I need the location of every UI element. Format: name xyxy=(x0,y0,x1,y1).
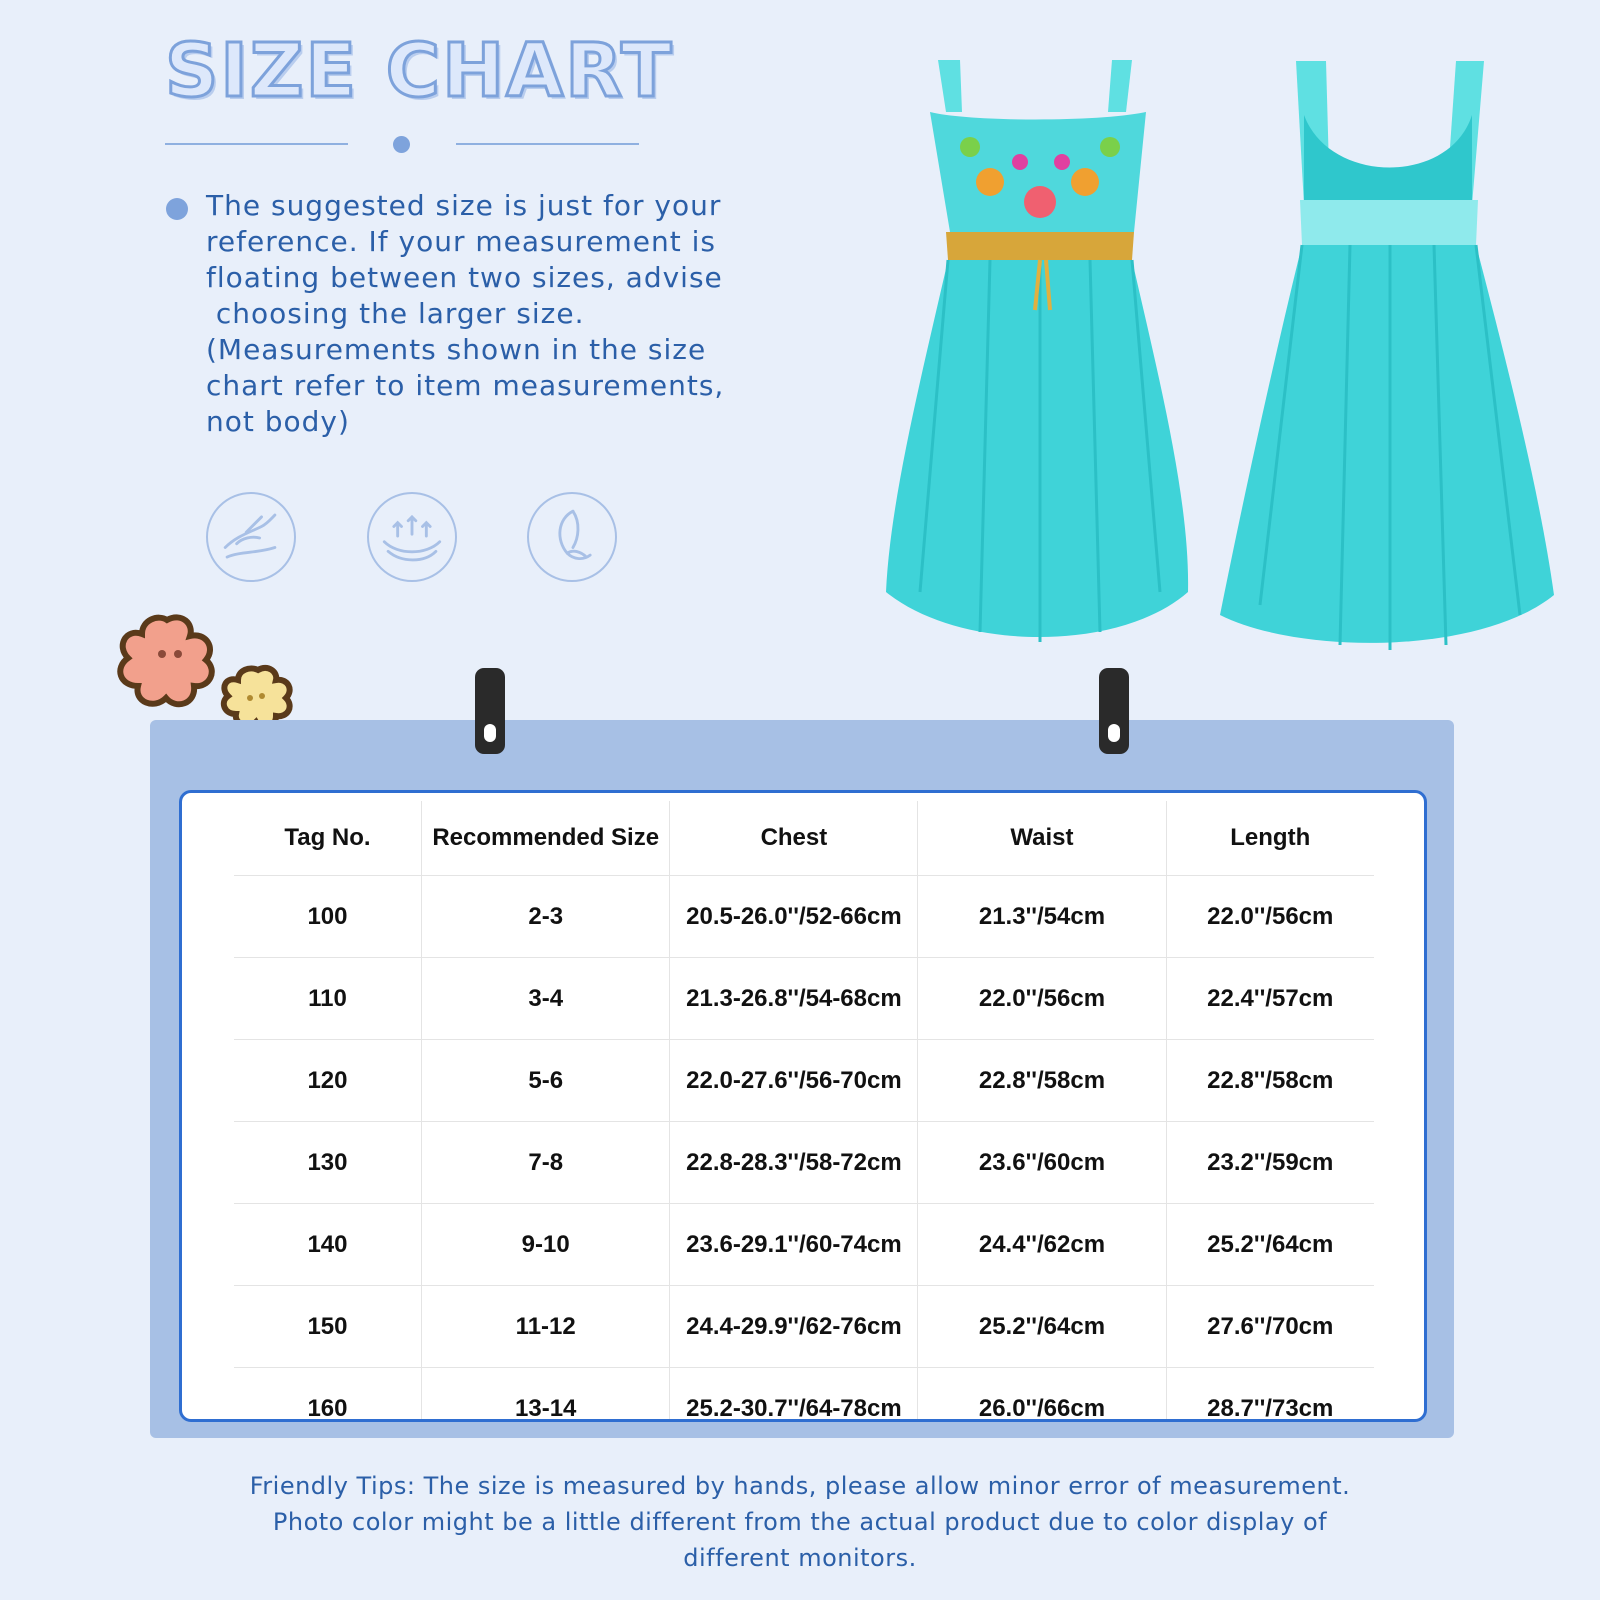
size-note-line: The suggested size is just for your xyxy=(206,189,722,222)
cell-recommended-size: 5-6 xyxy=(421,1040,669,1122)
page-title: SIZE CHART xyxy=(165,28,674,114)
size-note-line: reference. If your measurement is xyxy=(206,225,716,258)
table-row xyxy=(234,1040,1374,1122)
size-note-line: not body) xyxy=(206,405,350,438)
size-note-line: choosing the larger size. xyxy=(206,297,585,330)
cell-length: 22.4''/57cm xyxy=(1166,958,1374,1040)
tips-line: Friendly Tips: The size is measured by hands, please allow minor error of measurement. xyxy=(249,1472,1351,1500)
cell-chest: 22.8-28.3''/58-72cm xyxy=(670,1122,918,1204)
title-divider-left xyxy=(165,143,348,145)
cell-length: 27.6''/70cm xyxy=(1166,1286,1374,1368)
cell-recommended-size: 9-10 xyxy=(421,1204,669,1286)
cell-tag-no: 110 xyxy=(234,958,421,1040)
panel-clip-right xyxy=(1099,668,1129,754)
cell-chest: 24.4-29.9''/62-76cm xyxy=(670,1286,918,1368)
cell-tag-no: 150 xyxy=(234,1286,421,1368)
dress-back-image xyxy=(1220,55,1556,665)
table-row xyxy=(234,1286,1374,1368)
friendly-tips xyxy=(120,1468,1480,1576)
size-note-line: (Measurements shown in the size xyxy=(206,333,707,366)
size-note-line: chart refer to item measurements, xyxy=(206,369,725,402)
table-row xyxy=(234,958,1374,1040)
cell-recommended-size: 11-12 xyxy=(421,1286,669,1368)
cell-recommended-size: 7-8 xyxy=(421,1122,669,1204)
size-table xyxy=(234,801,1374,1422)
cell-recommended-size: 13-14 xyxy=(421,1368,669,1423)
cell-chest: 20.5-26.0''/52-66cm xyxy=(670,876,918,958)
header-chest: Chest xyxy=(670,801,918,876)
cell-waist: 26.0''/66cm xyxy=(918,1368,1166,1423)
cell-tag-no: 100 xyxy=(234,876,421,958)
cell-tag-no: 120 xyxy=(234,1040,421,1122)
cell-recommended-size: 2-3 xyxy=(421,876,669,958)
cell-chest: 23.6-29.1''/60-74cm xyxy=(670,1204,918,1286)
panel-clip-left xyxy=(475,668,505,754)
tips-line: different monitors. xyxy=(683,1544,917,1572)
cell-chest: 21.3-26.8''/54-68cm xyxy=(670,958,918,1040)
header-tag-no: Tag No. xyxy=(284,824,371,851)
cell-length: 22.8''/58cm xyxy=(1166,1040,1374,1122)
hand-wash-icon xyxy=(206,492,296,582)
header-waist: Waist xyxy=(918,801,1166,876)
cell-tag-no: 160 xyxy=(234,1368,421,1423)
size-note-line: floating between two sizes, advise xyxy=(206,261,723,294)
soft-feather-icon xyxy=(527,492,617,582)
table-row xyxy=(234,876,1374,958)
tips-line: Photo color might be a little different from the actual product due to color display of xyxy=(272,1508,1328,1536)
cell-tag-no: 130 xyxy=(234,1122,421,1204)
title-divider-dot xyxy=(393,136,410,153)
table-header-row xyxy=(234,801,1374,876)
cell-waist: 22.0''/56cm xyxy=(918,958,1166,1040)
cell-length: 28.7''/73cm xyxy=(1166,1368,1374,1423)
header-recommended-size: Recommended Size xyxy=(421,801,669,876)
table-row xyxy=(234,1204,1374,1286)
size-note xyxy=(206,188,846,440)
title-divider-right xyxy=(456,143,639,145)
cell-length: 22.0''/56cm xyxy=(1166,876,1374,958)
cell-length: 23.2''/59cm xyxy=(1166,1122,1374,1204)
cell-chest: 25.2-30.7''/64-78cm xyxy=(670,1368,918,1423)
cell-waist: 23.6''/60cm xyxy=(918,1122,1166,1204)
cell-waist: 25.2''/64cm xyxy=(918,1286,1166,1368)
size-table-card xyxy=(179,790,1427,1422)
note-bullet xyxy=(166,198,188,220)
table-row xyxy=(234,1122,1374,1204)
header-length: Length xyxy=(1166,801,1374,876)
cell-waist: 22.8''/58cm xyxy=(918,1040,1166,1122)
cell-chest: 22.0-27.6''/56-70cm xyxy=(670,1040,918,1122)
cell-waist: 21.3''/54cm xyxy=(918,876,1166,958)
stretch-icon xyxy=(367,492,457,582)
cell-recommended-size: 3-4 xyxy=(421,958,669,1040)
cell-tag-no: 140 xyxy=(234,1204,421,1286)
cell-length: 25.2''/64cm xyxy=(1166,1204,1374,1286)
cell-waist: 24.4''/62cm xyxy=(918,1204,1166,1286)
dress-front-image xyxy=(880,52,1200,662)
table-row xyxy=(234,1368,1374,1423)
